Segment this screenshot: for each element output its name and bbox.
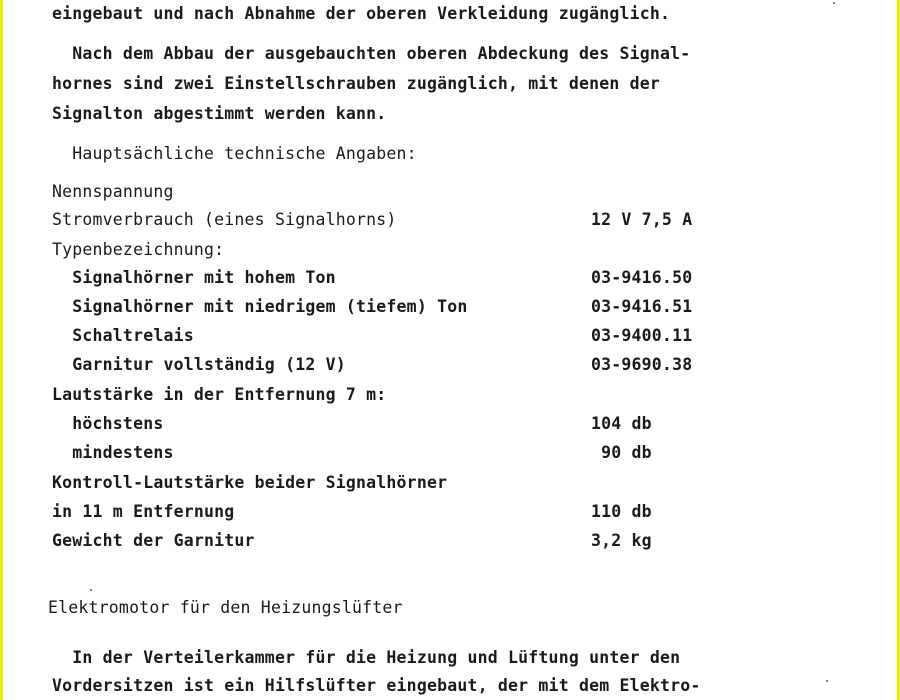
spec-row-label: Gewicht der Garnitur [52, 531, 255, 550]
spec-row-label: Garnitur vollständig (12 V) [52, 355, 346, 374]
spec-row-value: 104 db [591, 414, 652, 433]
spec-row-value: 03-9416.50 [591, 268, 693, 287]
spec-row-label: Nennspannung [52, 182, 174, 201]
intro-line-4: Signalton abgestimmt werden kann. [52, 104, 387, 123]
spec-row-label: Signalhörner mit hohem Ton [52, 268, 336, 287]
spec-row-value: 03-9690.38 [591, 355, 693, 374]
scan-speck [833, 2, 835, 4]
spec-row-label: Stromverbrauch (eines Signalhorns) [52, 210, 397, 229]
intro-line-1: eingebaut und nach Abnahme der oberen Verkleidung zugänglich. [52, 4, 671, 23]
intro-line-2: Nach dem Abbau der ausgebauchten oberen Abdeckung des Signal- [52, 44, 691, 63]
spec-row-label: mindestens [52, 443, 174, 462]
spec-row-value: 03-9400.11 [591, 326, 693, 345]
spec-row-value: 110 db [591, 502, 652, 521]
spec-row-label: Lautstärke in der Entfernung 7 m: [52, 385, 387, 404]
section-heading: Elektromotor für den Heizungslüfter [48, 598, 403, 617]
spec-row-value: 90 db [591, 443, 652, 462]
scan-speck [90, 589, 92, 591]
spec-row-label: Typenbezeichnung: [52, 240, 225, 259]
intro-line-3: hornes sind zwei Einstellschrauben zugänglich, mit denen der [52, 74, 661, 93]
section-line-2: Vordersitzen ist ein Hilfslüfter eingebaut, der mit dem Elektro- [52, 676, 701, 695]
scan-speck [826, 680, 828, 682]
spec-row-label: in 11 m Entfernung [52, 502, 235, 521]
spec-row-label: Kontroll-Lautstärke beider Signalhörner [52, 473, 448, 492]
spec-row-value: 03-9416.51 [591, 297, 693, 316]
spec-row-label: Signalhörner mit niedrigem (tiefem) Ton [52, 297, 468, 316]
spec-row-value: 3,2 kg [591, 531, 652, 550]
spec-row-value: 12 V 7,5 A [591, 210, 693, 229]
section-line-1: In der Verteilerkammer für die Heizung und Lüftung unter den [52, 648, 681, 667]
specs-heading: Hauptsächliche technische Angaben: [52, 144, 417, 163]
spec-row-label: höchstens [52, 414, 164, 433]
spec-row-label: Schaltrelais [52, 326, 194, 345]
